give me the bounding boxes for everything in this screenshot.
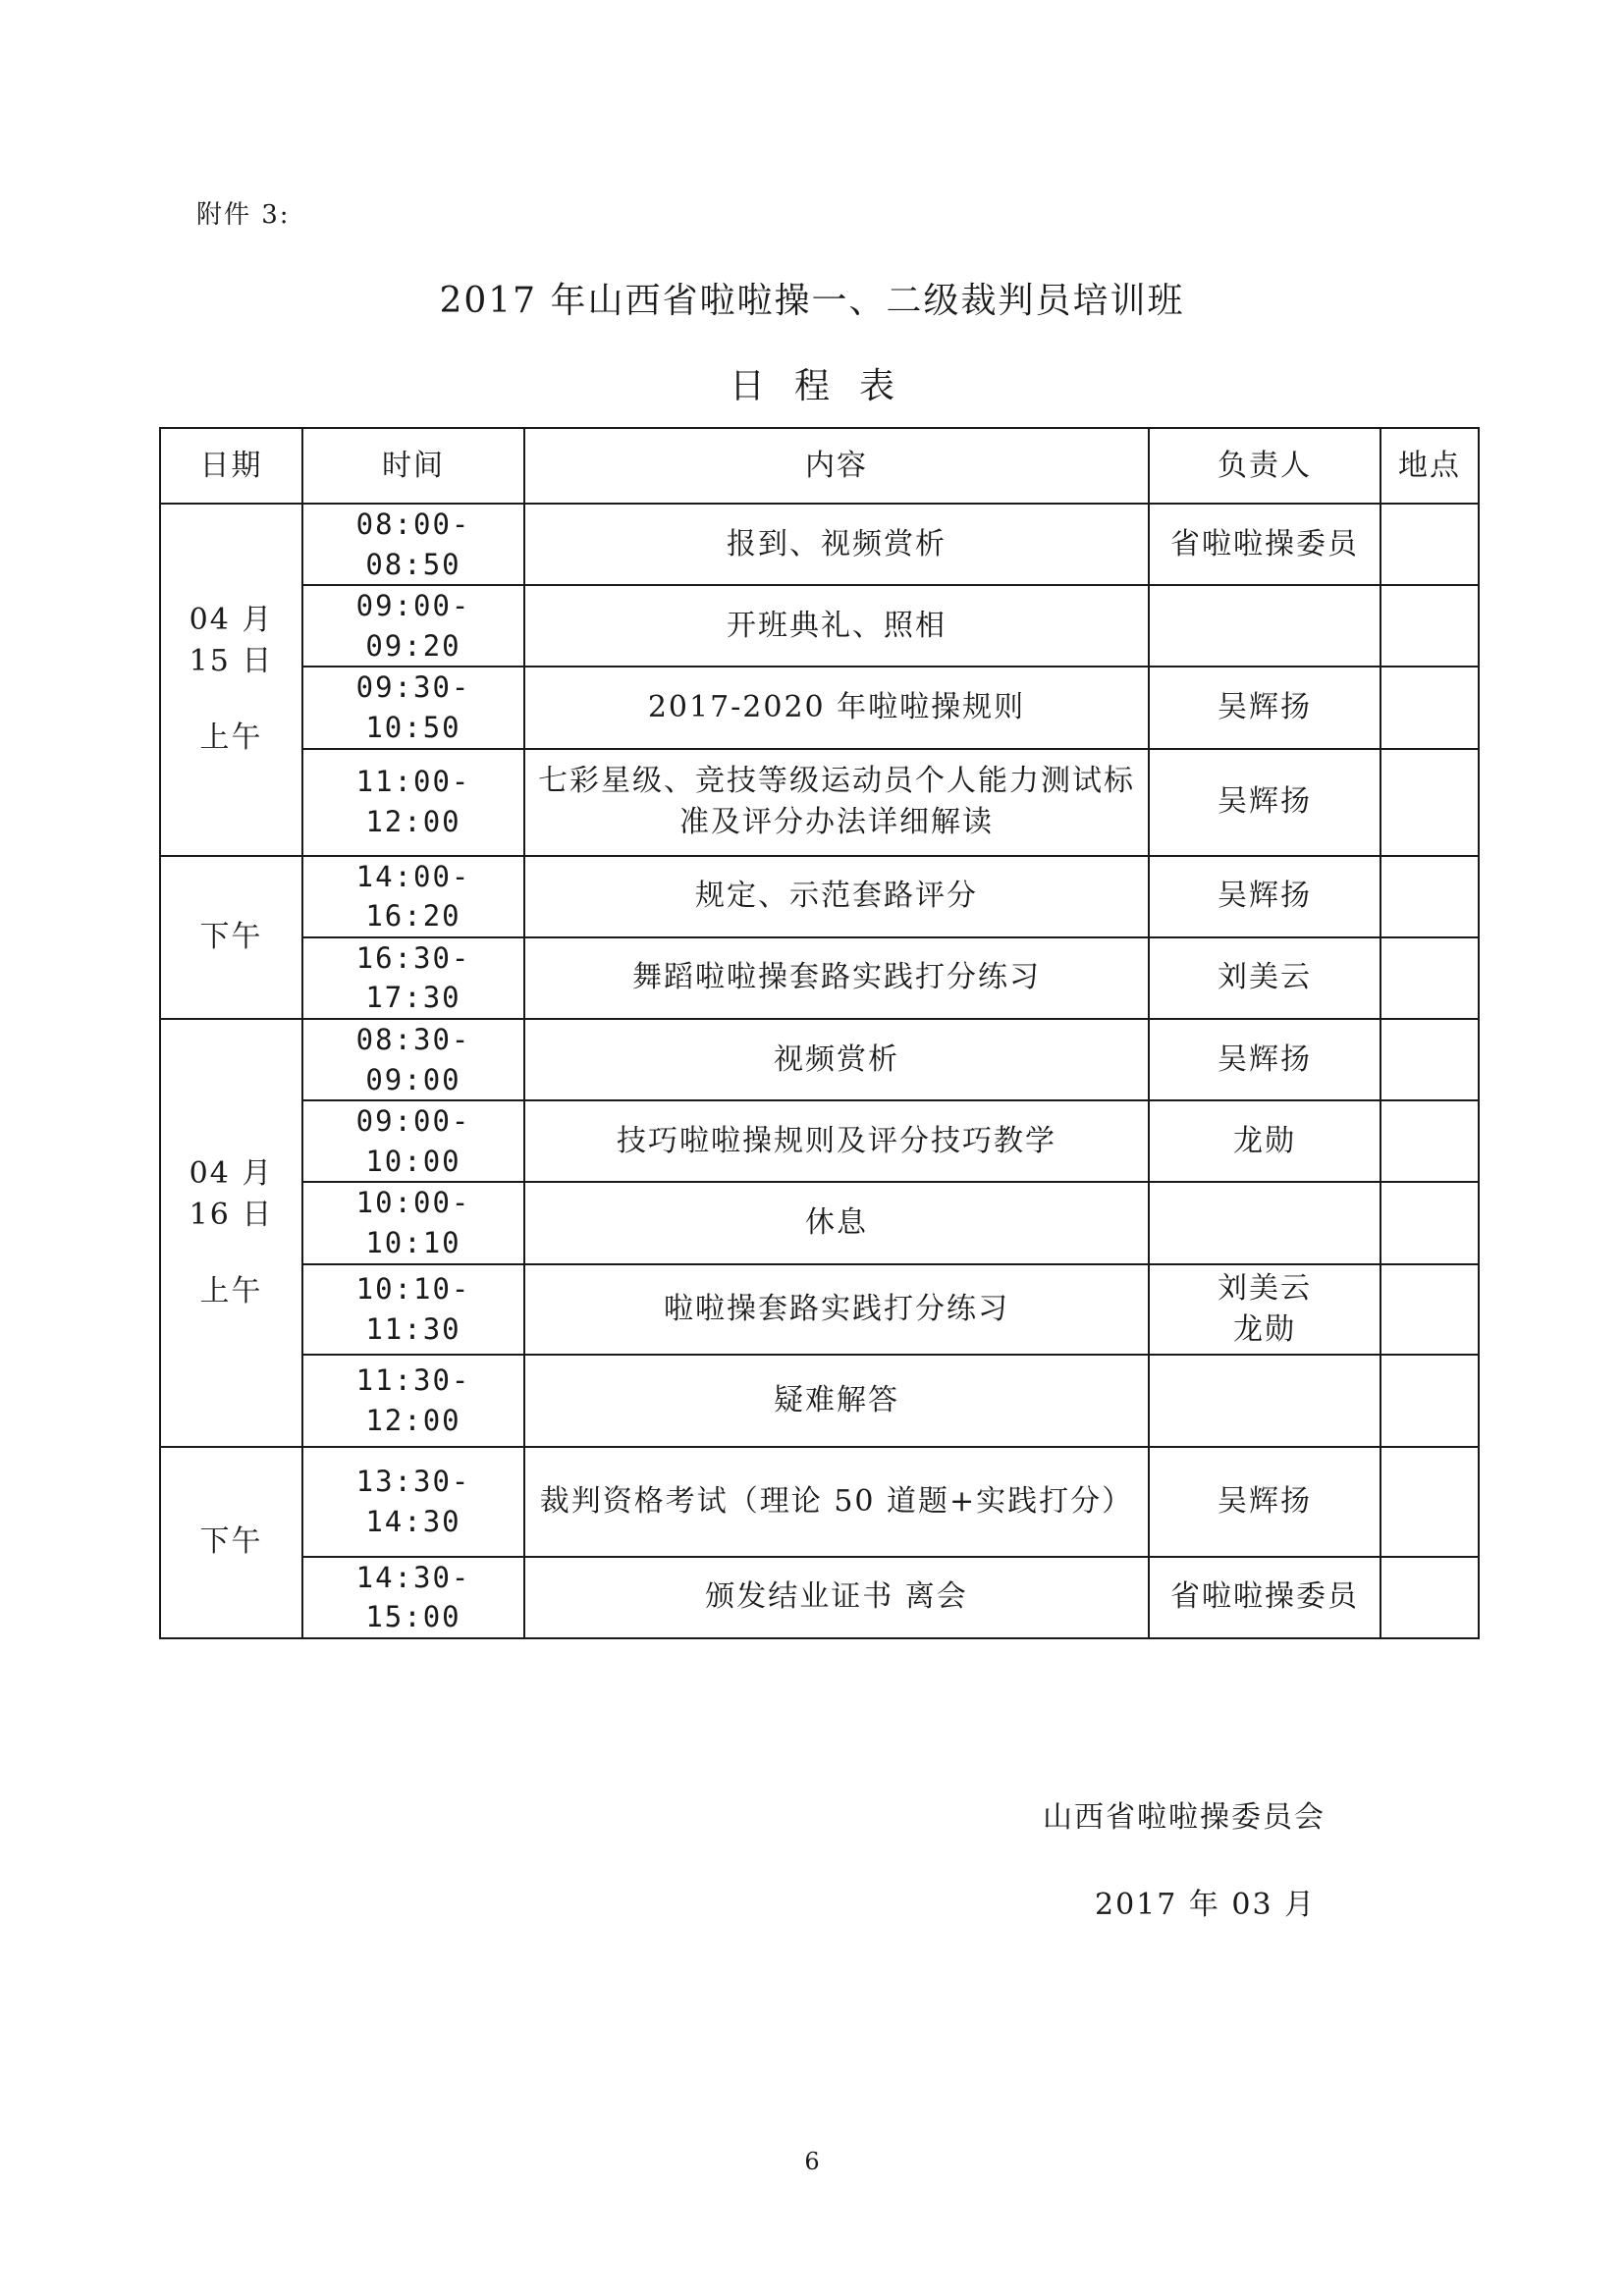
person-cell: 吴辉扬 [1149,749,1380,856]
person-cell [1149,1182,1380,1263]
header-content: 内容 [524,428,1149,504]
page-number: 6 [804,2148,820,2175]
content-cell: 颁发结业证书 离会 [524,1557,1149,1638]
header-person: 负责人 [1149,428,1380,504]
time-cell: 09:00-10:00 [302,1100,524,1182]
person-cell [1149,1355,1380,1447]
table-row [160,856,1479,937]
table-row [160,749,1479,856]
day1-morning-label: 上午 [199,721,263,756]
attachment-label: 附件 3: [196,200,291,230]
content-cell: 休息 [524,1182,1149,1263]
table-row [160,504,1479,585]
day1-morning-cell [160,504,302,856]
document-subtitle: 日程表 [729,366,924,406]
place-cell [1380,585,1479,667]
time-cell: 16:30-17:30 [302,937,524,1019]
table-row [160,585,1479,667]
place-cell [1380,749,1479,856]
table-header-row [160,428,1479,504]
person-cell: 吴辉扬 [1149,1019,1380,1100]
time-cell: 08:30-09:00 [302,1019,524,1100]
header-date: 日期 [160,428,302,504]
time-cell: 11:00-12:00 [302,749,524,856]
place-cell [1380,504,1479,585]
place-cell [1380,1182,1479,1263]
header-time: 时间 [302,428,524,504]
person-cell: 刘美云 [1149,937,1380,1019]
time-cell: 09:00-09:20 [302,585,524,667]
table-row [160,1019,1479,1100]
time-cell: 14:00-16:20 [302,856,524,937]
place-cell [1380,1557,1479,1638]
day2-morning-cell [160,1019,302,1447]
person-cell [1149,585,1380,667]
table-row [160,1100,1479,1182]
time-cell: 11:30-12:00 [302,1355,524,1447]
day2-afternoon-label: 下午 [160,1447,302,1638]
person-cell: 省啦啦操委员 [1149,504,1380,585]
schedule-table [159,427,1480,1639]
content-cell: 裁判资格考试（理论 50 道题+实践打分） [524,1447,1149,1557]
place-cell [1380,1019,1479,1100]
document-title: 2017 年山西省啦啦操一、二级裁判员培训班 [439,281,1185,321]
time-cell: 14:30-15:00 [302,1557,524,1638]
content-cell: 技巧啦啦操规则及评分技巧教学 [524,1100,1149,1182]
content-cell: 舞蹈啦啦操套路实践打分练习 [524,937,1149,1019]
place-cell [1380,1355,1479,1447]
time-cell: 09:30-10:50 [302,667,524,748]
header-place: 地点 [1380,428,1479,504]
time-cell: 10:10-11:30 [302,1264,524,1355]
place-cell [1380,667,1479,748]
person-cell: 吴辉扬 [1149,856,1380,937]
person-cell: 省啦啦操委员 [1149,1557,1380,1638]
table-row [160,1447,1479,1557]
content-cell: 开班典礼、照相 [524,585,1149,667]
person-cell: 刘美云 龙勋 [1149,1264,1380,1355]
content-cell: 视频赏析 [524,1019,1149,1100]
table-row [160,1182,1479,1263]
day1-afternoon-label: 下午 [160,856,302,1019]
place-cell [1380,1264,1479,1355]
person-cell: 吴辉扬 [1149,1447,1380,1557]
day2-morning-label: 上午 [199,1273,263,1308]
day2-date: 04 月 16 日 [189,1155,274,1232]
table-row [160,1355,1479,1447]
content-cell: 啦啦操套路实践打分练习 [524,1264,1149,1355]
place-cell [1380,1447,1479,1557]
time-cell: 13:30-14:30 [302,1447,524,1557]
signature-date: 2017 年 03 月 [1095,1888,1317,1922]
content-cell: 疑难解答 [524,1355,1149,1447]
table-row [160,1557,1479,1638]
place-cell [1380,1100,1479,1182]
person-cell: 吴辉扬 [1149,667,1380,748]
content-cell: 报到、视频赏析 [524,504,1149,585]
signature-organization: 山西省啦啦操委员会 [1043,1800,1326,1835]
time-cell: 10:00-10:10 [302,1182,524,1263]
person-cell: 龙勋 [1149,1100,1380,1182]
place-cell [1380,937,1479,1019]
day1-date: 04 月 15 日 [189,603,274,679]
content-cell: 规定、示范套路评分 [524,856,1149,937]
time-cell: 08:00-08:50 [302,504,524,585]
place-cell [1380,856,1479,937]
content-cell: 2017-2020 年啦啦操规则 [524,667,1149,748]
table-row [160,937,1479,1019]
table-row [160,1264,1479,1355]
content-cell: 七彩星级、竞技等级运动员个人能力测试标准及评分办法详细解读 [524,749,1149,856]
table-row [160,667,1479,748]
